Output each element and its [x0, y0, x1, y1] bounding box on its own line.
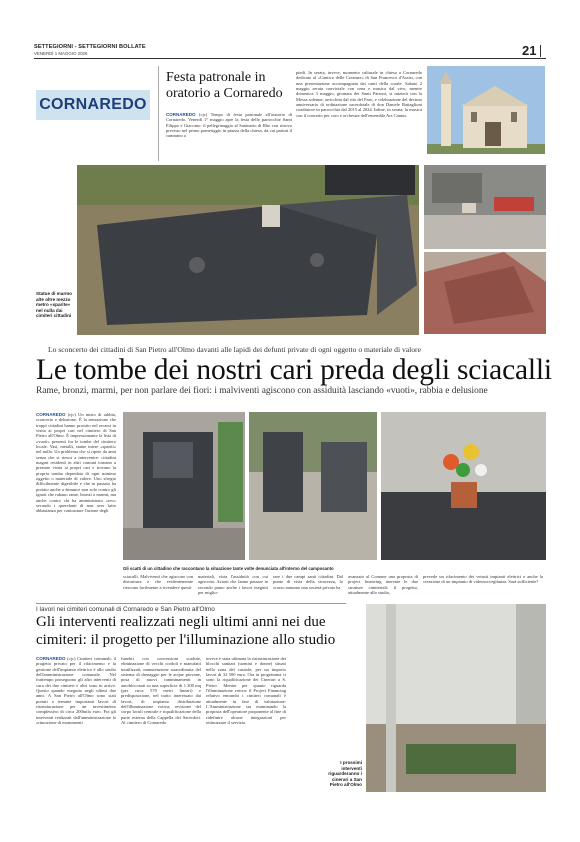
section-label: CORNAREDO	[36, 90, 150, 120]
festa-title: Festa patronale in oratorio a Cornaredo	[166, 70, 283, 101]
cemetery-photo-3	[381, 412, 546, 560]
main-body-col2: sciacalli. Malviventi che agiscono con distruttura e che evidentemente riescono facilmente a rivendere questi	[123, 574, 193, 590]
main-byline: (cjc)	[67, 412, 76, 417]
main-kicker: CORNAREDO	[36, 412, 66, 417]
main-lead-text: Un misto di rabbia, sconcerto e delusione. È la sensazione che troppi cittadini hanno provato nel recarsi in visita ai propri cari nel cimitero di San Pietro all'Olmo. È impressionante la lista di «vuoti» presenti fra le tombe del cimitero locale. Vasi, metalli, statue intere «spariti» nel nulla. Un problema che si ripete da anni senza che si riesca a intervenire: cittadini magari residenti in altri comuni tornano a prestare visita ai propri cari e trovano la propria tomba depredata di ogni minimo oggetto o materiale di valore. Uno sfregio difficilmente digeribile e che in passato ha portato anche a denunce non solo contro gli ignoti che rubano rame, bronzi o marmi, ma anche contro chi ha amministrato «reo» secondo i querelanti di non aver fatto abbastanza per contrastare l'azione degli	[36, 412, 116, 514]
main-subhead: Lo sconcerto dei cittadini di San Pietro all'Olmo davanti alle lapidi dei defunti private di ogni oggetto o materiale di valore	[48, 345, 421, 354]
cinerari-caption: I prossimi interventi riguarderanno i cinerari a San Pietro all'Olmo	[328, 760, 362, 788]
tomb-photo-large	[77, 165, 419, 335]
second-body-col2: funebri con concessioni scadute, eliminazione di vecchi cordoli e manufatti inutilizzati, manutenzione straordinaria del sistema di drenaggio per le acque piovane, posa di nuovi camminamenti in autobloccanti su una superficie di 1.300 mq (per circa 570 metri lineari) e predisposizione, nel tratto interessato dai lavori, di impianto distribuzione dell'illuminazione votiva; revisione del corpo loculi centrale e riqualificazione della parte esterna della Cappella dei Sacerdoti. Al cimitero di Cornaredo	[121, 656, 201, 726]
main-body-col5: avanzato al Comune una proposta di project financing inerente le due strutture cimiteriali: il progetto, attualmente allo studio,	[348, 574, 418, 596]
main-deck: Rame, bronzi, marmi, per non parlare dei fiori: i malviventi agiscono con assiduità lasciando «vuoti», rabbia e delusione	[36, 386, 488, 396]
main-body-col4: rare i due campi santi cittadini. Dal punto di vista della sicurezza, lo scorso autunno una società privata ha	[273, 574, 343, 590]
main-title: Le tombe dei nostri cari preda degli sciacalli	[36, 354, 552, 386]
main-body-col3: materiali, vista l'assiduità con cui agiscono. Azioni che fanno passare in secondo piano anche i lavori eseguiti per miglio-	[198, 574, 268, 596]
tomb-photo-bottom-right	[424, 252, 546, 334]
second-kicker: CORNAREDO	[36, 656, 66, 661]
page-number-divider	[540, 45, 541, 57]
cemetery-photo-1	[123, 412, 245, 560]
second-byline: (cjc)	[67, 656, 76, 661]
festa-byline: (cjc)	[198, 112, 208, 117]
festa-body-col2: piedi. In serata, invece, momento culturale in chiesa a Cornaredo dedicato al «Cantico delle Creature» di San Francesco d'Assisi, con una presentazione accompagnata dai canti della corale. Sabato 2 maggio serata conviviale con cena e musica dal vivo, mentre domenica 3 maggio, giornata dei Santi Patroni, si inizierà con la Messa solenne, arricchita dal rito del Faro, e celebrazione del decimo anniversario di ordinazione sacerdotale di don Daniele Battaglioni coadiutore in parrocchia dal 2015 al 2024. Infine, in serata, la musica con il concerto per coro e orchestra dell'ensemble Ars Cantus.	[296, 70, 422, 118]
publication-name: SETTEGIORNI - SETTEGIORNI BOLLATE	[34, 44, 146, 50]
second-text-col1: Cimiteri comunali: il progetto privato per il rifacimento e la gestione dell'impianto elettrico è allo studio dell'amministrazione comunale. Nel frattempo proseguono gli altri interventi di cura dei due cimiteri e altri sono in arrivo. Questo quando eseguito negli ultimi due anni. A San Pietro all'Olmo sono stati portati a termine importanti lavori di ristrutturazione per un investimento complessivo di circa 200mila euro. Fra gli interventi realizzati dall'amministrazione la «rimozione di monumenti	[36, 656, 117, 726]
page-number: 21	[522, 43, 537, 58]
second-body-col3: invece è stata ultimata la ristrutturazione dei blocchi sanitari (uomini e donne) situati nella zona del custode, per un importo lavori di 32 500 euro. Ora in programma ci sono la riqualificazione dei Cinerari a S. Pietro. Mentre per quanto riguarda l'illuminazione votiva: il Project Financing relativo entrambi i cimiteri comunali è attualmente in fase di valutazione: L'Amministrazione sta esaminando la proposta dell'operatore proponente al fine di ridefinire alcune integrazioni per ottimizzare il servizio.	[206, 656, 286, 726]
cemetery-photo-2	[249, 412, 377, 560]
festa-kicker: CORNAREDO	[166, 112, 196, 117]
issue-date: VENERDÌ 1 MAGGIO 2026	[34, 51, 88, 56]
church-photo	[427, 66, 545, 154]
festa-body-col1	[166, 112, 292, 139]
header-rule	[34, 58, 546, 59]
second-article-rule	[36, 603, 346, 604]
strip-caption: Gli scatti di un cittadino che raccontano la situazione tante volte denunciata all'interno del camposanto	[123, 566, 334, 571]
main-lead-column	[36, 412, 116, 514]
second-subhead: I lavori nei cimiteri comunali di Cornaredo e San Pietro all'Olmo	[36, 606, 215, 613]
column-divider	[158, 66, 159, 161]
cinerari-photo	[366, 604, 546, 792]
tomb-photo-top-right	[424, 165, 546, 249]
second-title: Gli interventi realizzati negli ultimi anni nei due cimiteri: il progetto per l'illuminazione allo studio	[36, 614, 336, 648]
main-body-col6: prevede un rifacimento dei vetusti impianti elettrici e anche la creazione di un impianto di videosorveglianza. Sarà sufficiente?	[423, 574, 543, 585]
festa-text-col1: Tempo di festa patronale all'oratorio di Cornaredo. Venerdì 1° maggio apre la festa delle parrocchie Santi Filippo e Giacomo: il pellegrinaggio al Santuario di Rho con ritrovo previsto nel primo pomeriggio in piazza della chiesa, da cui partirà il cammino a	[166, 112, 292, 139]
second-body-col1	[36, 656, 116, 725]
statue-caption: Statue di marmo alte oltre mezzo metro «sparite» nel nulla dai cimiteri cittadini	[36, 291, 72, 319]
